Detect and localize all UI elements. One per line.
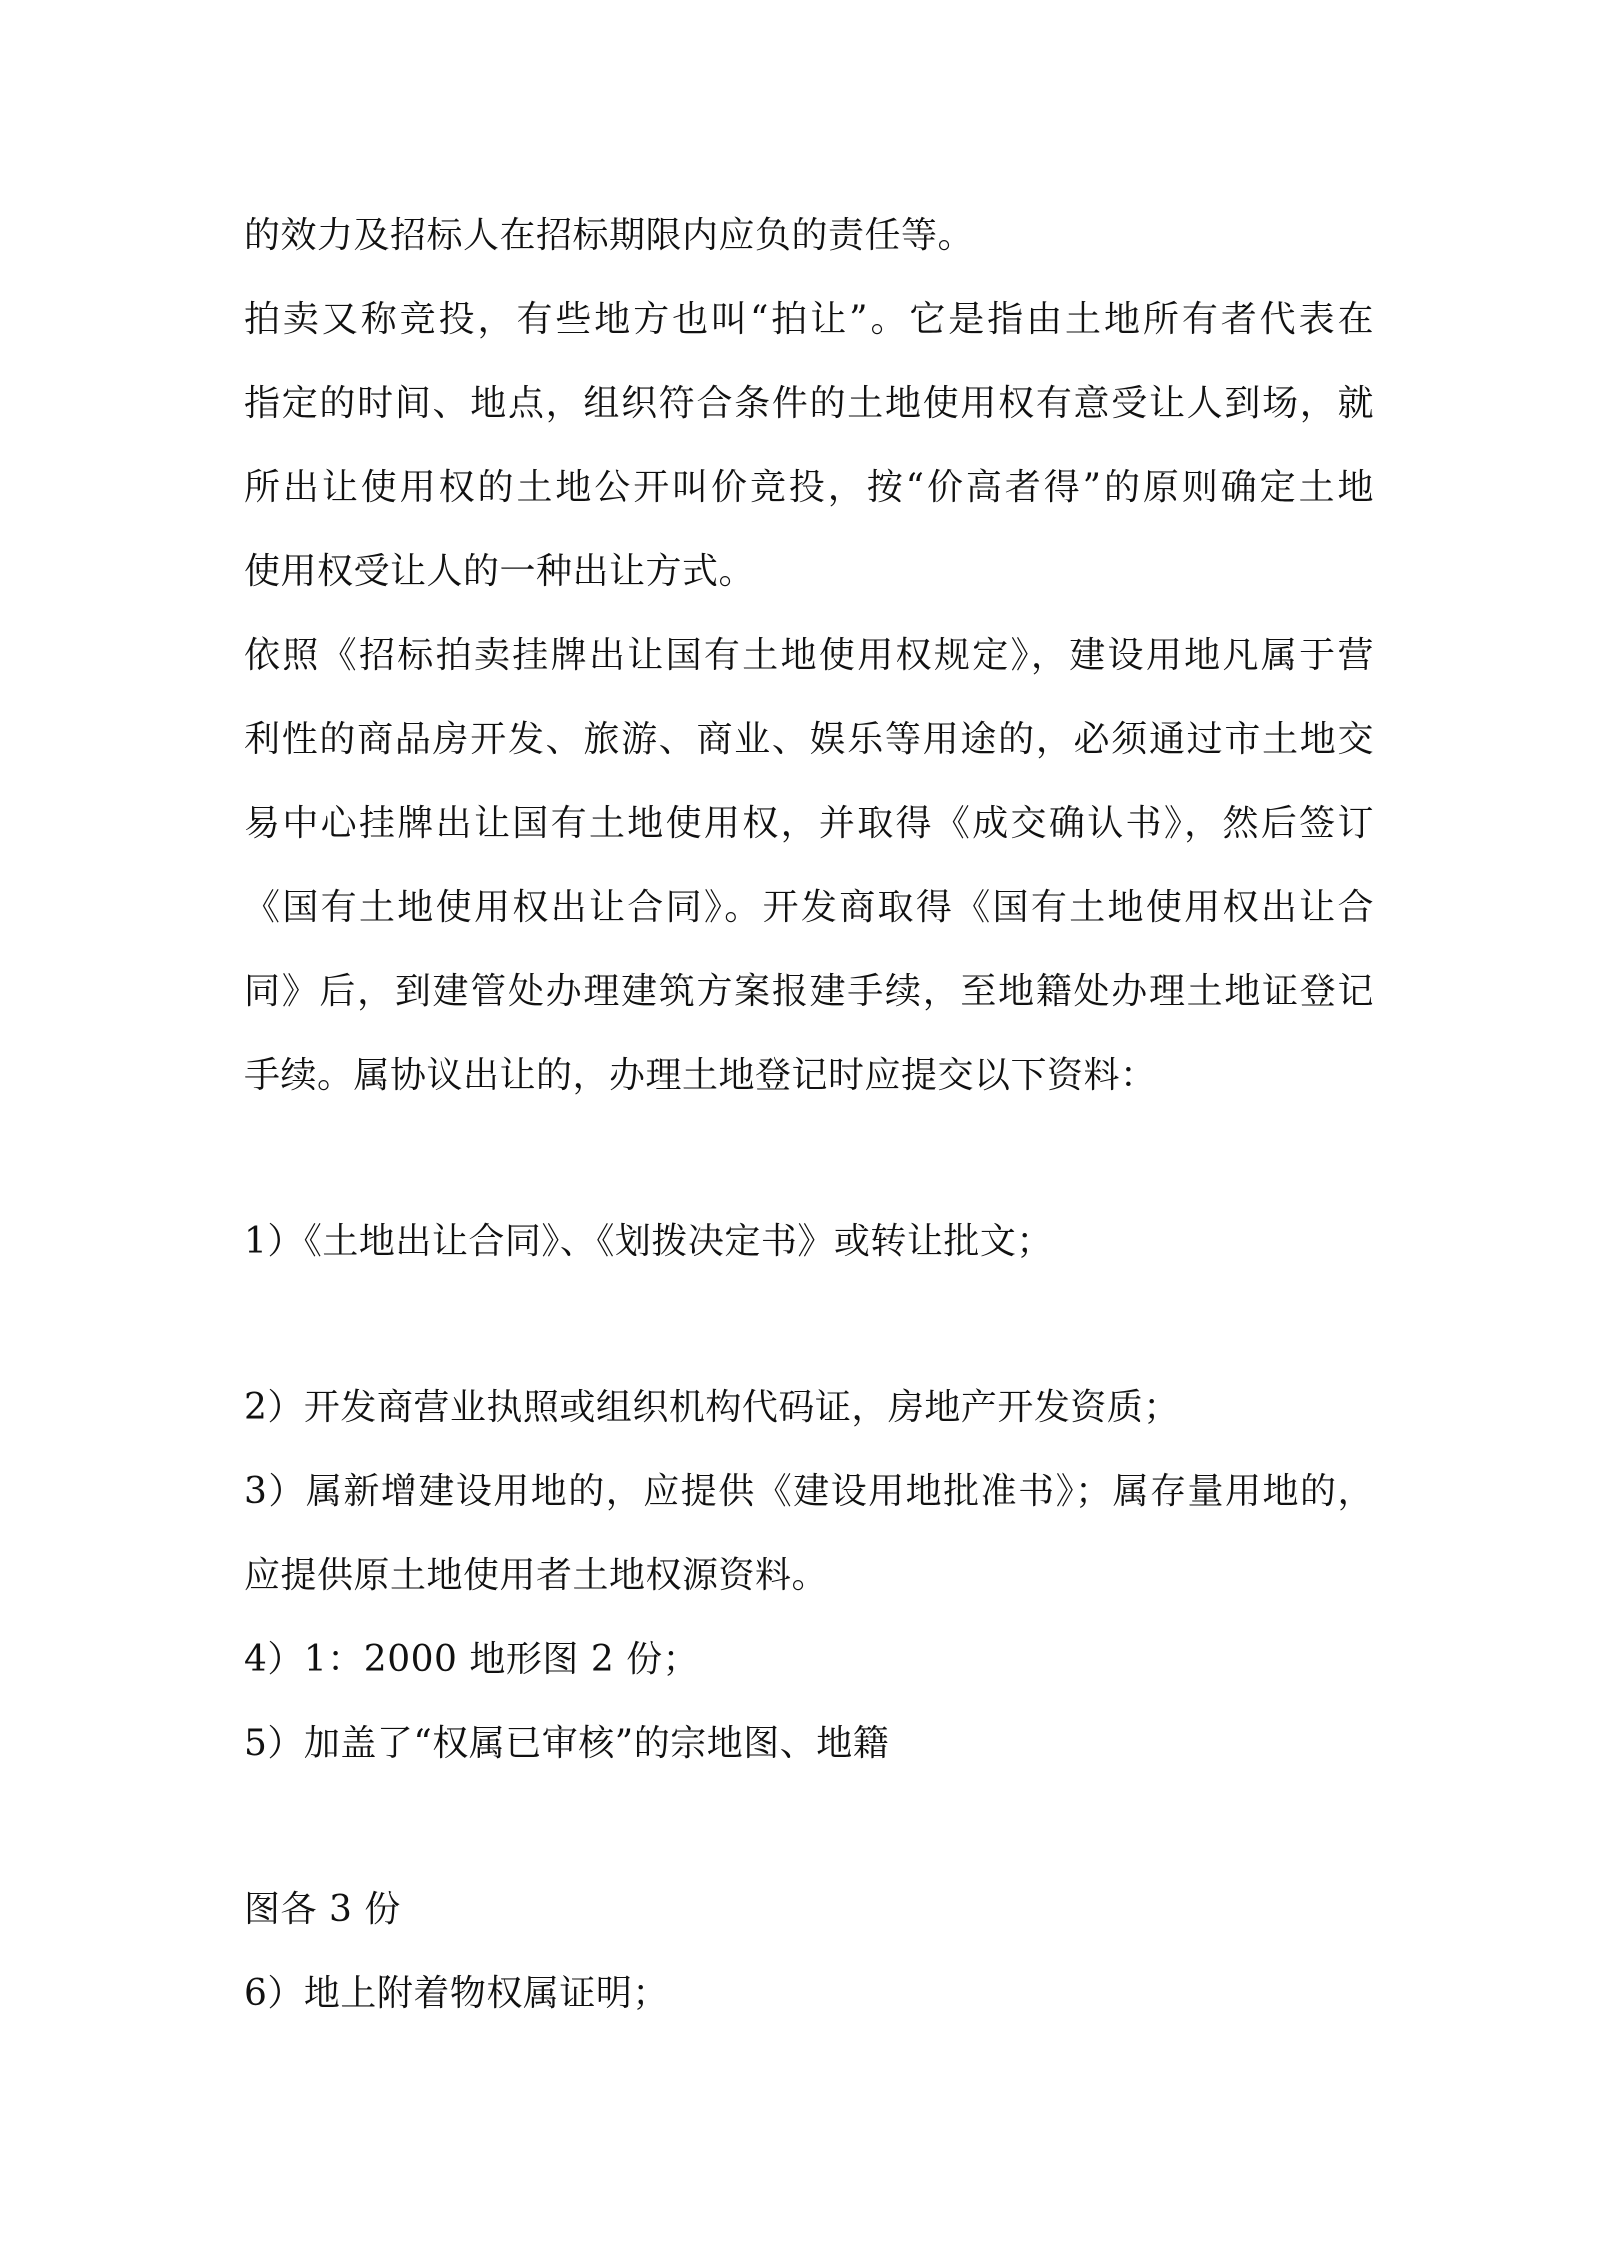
- list-item-3-continued: 应提供原土地使用者土地权源资料。: [244, 1555, 829, 1596]
- list-item-6: 6）地上附着物权属证明；: [244, 1973, 669, 2014]
- list-item-5: 5）加盖了“权属已审核”的宗地图、地籍: [244, 1723, 890, 1764]
- text-line-1: 的效力及招标人在招标期限内应负的责任等。: [244, 215, 975, 256]
- text-line-9: 《国有土地使用权出让合同》。开发商取得《国有土地使用权出让合: [244, 887, 1374, 928]
- list-item-4: 4）1：2000 地形图 2 份；: [244, 1639, 700, 1680]
- text-line-4: 所出让使用权的土地公开叫价竞投，按“价高者得”的原则确定土地: [244, 467, 1374, 508]
- list-item-3: 3）属新增建设用地的，应提供《建设用地批准书》；属存量用地的，: [244, 1471, 1374, 1512]
- text-line-2: 拍卖又称竞投，有些地方也叫“拍让”。它是指由土地所有者代表在: [244, 299, 1374, 340]
- text-line-6: 依照《招标拍卖挂牌出让国有土地使用权规定》，建设用地凡属于营: [244, 635, 1374, 676]
- text-line-8: 易中心挂牌出让国有土地使用权，并取得《成交确认书》，然后签订: [244, 803, 1374, 844]
- list-item-1: 1）《土地出让合同》、《划拨决定书》或转让批文；: [244, 1221, 1053, 1262]
- text-line-7: 利性的商品房开发、旅游、商业、娱乐等用途的，必须通过市土地交: [244, 719, 1374, 760]
- list-item-2: 2）开发商营业执照或组织机构代码证，房地产开发资质；: [244, 1387, 1180, 1428]
- list-item-5-continued: 图各 3 份: [244, 1889, 401, 1930]
- text-line-3: 指定的时间、地点，组织符合条件的土地使用权有意受让人到场，就: [244, 383, 1374, 424]
- text-line-10: 同》后，到建管处办理建筑方案报建手续，至地籍处办理土地证登记: [244, 971, 1374, 1012]
- text-line-11: 手续。属协议出让的，办理土地登记时应提交以下资料：: [244, 1055, 1157, 1096]
- text-line-5: 使用权受让人的一种出让方式。: [244, 551, 756, 592]
